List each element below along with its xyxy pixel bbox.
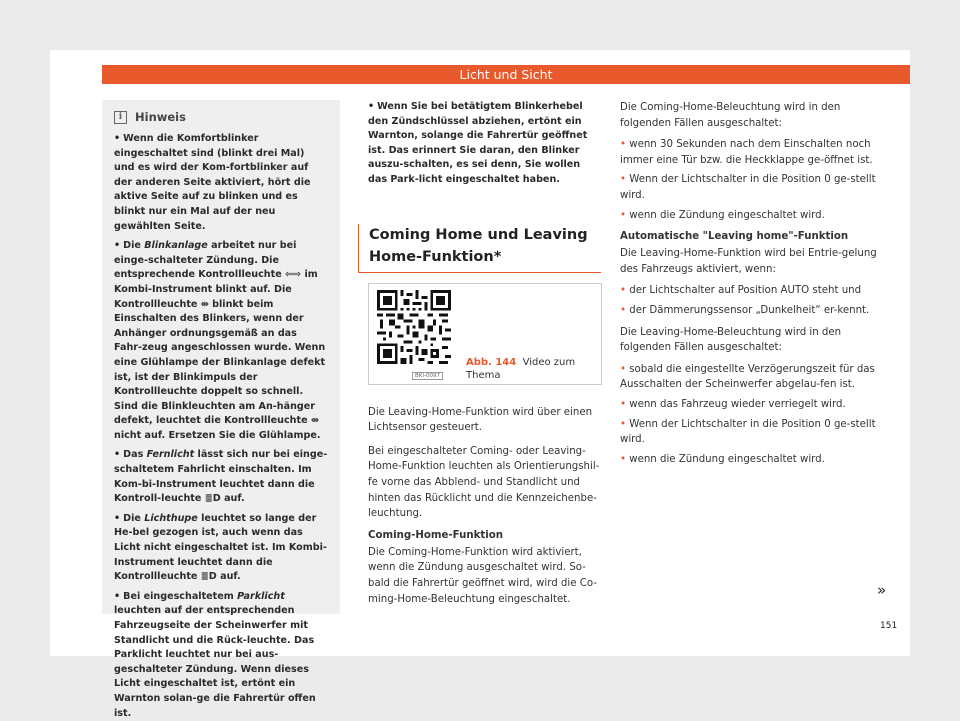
paragraph: Die Coming-Home-Funktion wird aktiviert, wenn die Zündung ausgeschaltet wird. So-bald die Fahrertür geöffnet wird, wird die Co-ming-Home-Beleuchtung eingeschaltet. [368,546,597,605]
list-item: • sobald die eingestellte Verzögerungszeit für das Ausschalten der Scheinwerfer abgelau-fen ist. [620,363,875,391]
list-item: • wenn die Zündung eingeschaltet wird. [620,453,825,465]
list-item: • der Dämmerungssensor „Dunkelheit“ er-kennt. [620,304,870,316]
hint-item: • Die Blinkanlage arbeitet nur bei einge-schalteter Zündung. Die entsprechende Kontrollleuchte ⇦⇨ im Kombi-Instrument blinkt auf. Die Kontrollleuchte ⇎ blinkt beim Einschalten des Blinkers, wenn der Anhänger ordnungsgemäß an das Fahr-zeug angeschlossen wurde. Wenn eine Glühlampe der Blinkanlage defekt ist, ist der Blinkimpuls der Kontrollleuchte doppelt so schnell. Sind die Blinkleuchten am An-hänger defekt, leuchtet die Kontrollleuchte ⇎ nicht auf. Ersetzen Sie die Glühlampe. [114,240,326,441]
hint-item: • Wenn die Komfortblinker eingeschaltet sind (blinkt drei Mal) und es wird der Kom-fortblinker auf der anderen Seite aktiviert, hört die aktive Seite auf zu blinken und es blinkt nur ein Mal auf der neu gewählten Seite. [114,133,311,232]
paragraph: Die Coming-Home-Beleuchtung wird in den folgenden Fällen ausgeschaltet: [620,102,841,129]
figure-label: Abb. 144 [466,356,517,368]
list-item: • der Lichtschalter auf Position AUTO steht und [620,285,862,297]
list-item: • Wenn der Lichtschalter in die Position 0 ge-stellt wird. [620,174,876,201]
list-item: • wenn 30 Sekunden nach dem Einschalten noch immer eine Tür bzw. die Heckklappe ge-öffnet ist. [620,139,873,166]
continued-arrow-icon: » [877,581,887,599]
list-item: • wenn das Fahrzeug wieder verriegelt wird. [620,398,846,410]
hint-item: • Die Lichthupe leuchtet so lange der He-bel gezogen ist, auch wenn das Licht nicht eingeschaltet ist. Im Kombi-Instrument leuchtet dann die Kontrollleuchte ≣D auf. [114,512,327,583]
blinker-note: • Wenn Sie bei betätigtem Blinkerhebel den Zündschlüssel abziehen, ertönt ein Warnton, solange die Fahrertür geöffnet ist. Das erinnert Sie daran, den Blinker auszu-schalten, es sei denn, Sie wollen das Park-licht eingeschaltet haben. [368,101,588,185]
figure-code: BKI-0097 [412,372,443,380]
info-icon: i [114,111,127,124]
paragraph: Die Leaving-Home-Funktion wird über einen Lichtsensor gesteuert. [368,406,593,434]
subheading: Automatische "Leaving home"-Funktion [620,231,849,243]
figure-144[interactable] [368,283,602,385]
paragraph: Die Leaving-Home-Beleuchtung wird in den folgenden Fällen ausgeschaltet: [620,326,842,354]
hint-title: Hinweis [135,110,186,124]
paragraph: Die Leaving-Home-Funktion wird bei Entrie-gelung des Fahrzeugs aktiviert, wenn: [620,248,877,275]
qr-code-icon[interactable] [377,290,451,364]
hint-box [102,100,340,719]
figure-caption [466,356,601,382]
section-title: Coming Home und Leaving Home-Funktion* [358,224,601,273]
chapter-header: Licht und Sicht [102,65,910,84]
middle-column [358,100,601,615]
hint-item: • Bei eingeschaltetem Parklicht leuchten auf der entsprechenden Fahrzeugseite der Scheinwerfer mit Standlicht und die Rück-leuchte. Das Parklicht leuchtet nur bei aus-geschalteter Zündung. Wenn dieses Licht eingeschaltet ist, ertönt ein Warnton solan-ge die Fahrertür offen ist. [114,590,316,719]
right-column [620,100,878,471]
page [50,50,910,719]
list-item: • wenn die Zündung eingeschaltet wird. [620,209,825,221]
paragraph: Bei eingeschalteter Coming- oder Leaving-Home-Funktion leuchten als Orientierungshil-fe vorne das Abblend- und Standlicht und hinten das Rücklicht und die Kennzeichenbe-leuchtung. [368,445,600,520]
subheading: Coming-Home-Funktion [368,529,503,541]
hint-header [114,110,328,124]
list-item: • Wenn der Lichtschalter in die Position 0 ge-stellt wird. [620,418,876,446]
hint-item: • Das Fernlicht lässt sich nur bei einge-schaltetem Fahrlicht einschalten. Im Kom-bi-Instrument leuchtet dann die Kontroll-leuchte ≣D auf. [114,449,328,505]
figure-caption-text: Video zum Thema [466,356,576,381]
page-number: 151 [880,621,898,631]
